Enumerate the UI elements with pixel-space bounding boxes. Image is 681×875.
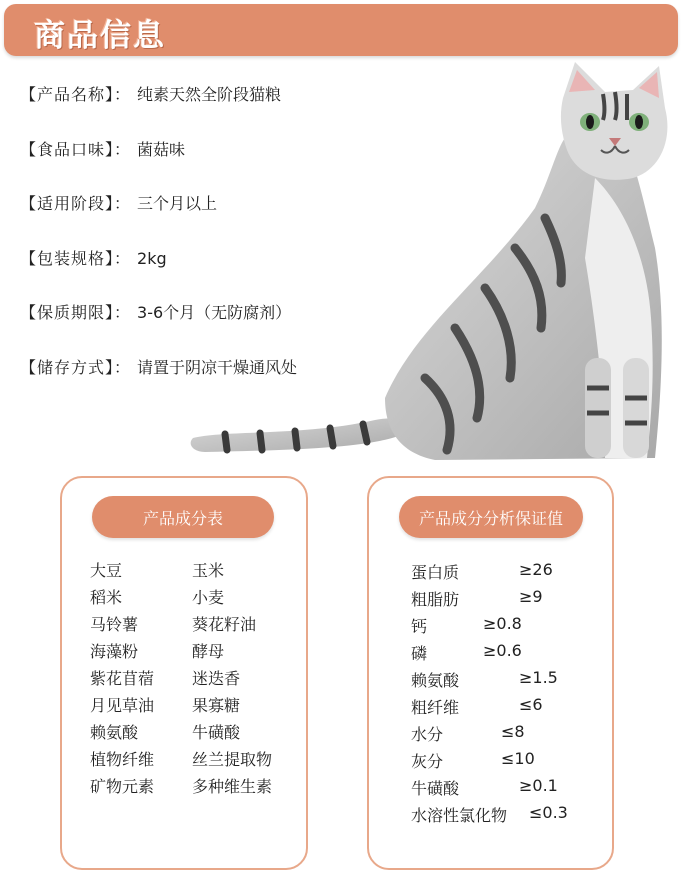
ingredient-item: 酵母 [192, 642, 225, 661]
analysis-name: 磷 [411, 644, 428, 663]
ingredient-item: 多种维生素 [192, 777, 273, 796]
analysis-name: 钙 [411, 617, 428, 636]
ingredient-item: 稻米 [90, 588, 123, 607]
analysis-name: 灰分 [411, 752, 444, 771]
analysis-name: 赖氨酸 [411, 671, 460, 690]
info-value: 请置于阴凉干燥通风处 [137, 358, 298, 377]
ingredient-item: 小麦 [192, 588, 225, 607]
ingredient-item: 葵花籽油 [192, 615, 257, 634]
analysis-name: 水分 [411, 725, 444, 744]
info-row-flavor [20, 139, 185, 161]
info-value: 菌菇味 [137, 140, 186, 159]
analysis-value: ≥0.1 [519, 776, 558, 795]
ingredients-title: 产品成分表 [92, 496, 274, 538]
ingredient-item: 牛磺酸 [192, 723, 241, 742]
analysis-name: 粗纤维 [411, 698, 460, 717]
analysis-value: ≤6 [519, 695, 543, 714]
ingredient-item: 玉米 [192, 561, 225, 580]
ingredient-item: 植物纤维 [90, 750, 155, 769]
info-value: 三个月以上 [137, 194, 218, 213]
header-bar [4, 4, 678, 56]
info-label: 【包装规格】： [20, 249, 132, 268]
info-label: 【储存方式】： [20, 358, 132, 377]
info-value: 2kg [137, 249, 167, 268]
cat-image [185, 58, 679, 468]
analysis-value: ≥9 [519, 587, 543, 606]
info-row-package [20, 248, 167, 270]
info-value: 纯素天然全阶段猫粮 [137, 85, 282, 104]
ingredient-item: 迷迭香 [192, 669, 241, 688]
analysis-title: 产品成分分析保证值 [399, 496, 583, 538]
ingredient-item: 月见草油 [90, 696, 155, 715]
analysis-name: 粗脂肪 [411, 590, 460, 609]
ingredient-item: 紫花苜蓿 [90, 669, 155, 688]
analysis-value: ≤10 [501, 749, 535, 768]
analysis-name: 蛋白质 [411, 563, 460, 582]
analysis-value: ≤8 [501, 722, 525, 741]
analysis-value: ≥26 [519, 560, 553, 579]
info-label: 【适用阶段】： [20, 194, 132, 213]
info-value: 3-6个月（无防腐剂） [137, 303, 292, 322]
ingredient-item: 大豆 [90, 561, 123, 580]
analysis-value: ≥0.6 [483, 641, 522, 660]
info-label: 【食品口味】： [20, 140, 132, 159]
ingredient-item: 马铃薯 [90, 615, 139, 634]
ingredient-item: 丝兰提取物 [192, 750, 273, 769]
info-label: 【保质期限】： [20, 303, 132, 322]
ingredient-item: 赖氨酸 [90, 723, 139, 742]
analysis-value: ≥1.5 [519, 668, 558, 687]
ingredient-item: 矿物元素 [90, 777, 155, 796]
analysis-value: ≤0.3 [529, 803, 568, 822]
ingredient-item: 果寡糖 [192, 696, 241, 715]
ingredient-item: 海藻粉 [90, 642, 139, 661]
analysis-panel [367, 476, 614, 870]
analysis-name: 水溶性氯化物 [411, 806, 508, 825]
cat-illustration [185, 58, 679, 468]
page-title: 商品信息 [34, 18, 166, 54]
analysis-value: ≥0.8 [483, 614, 522, 633]
ingredients-panel [60, 476, 308, 870]
info-label: 【产品名称】： [20, 85, 132, 104]
analysis-name: 牛磺酸 [411, 779, 460, 798]
